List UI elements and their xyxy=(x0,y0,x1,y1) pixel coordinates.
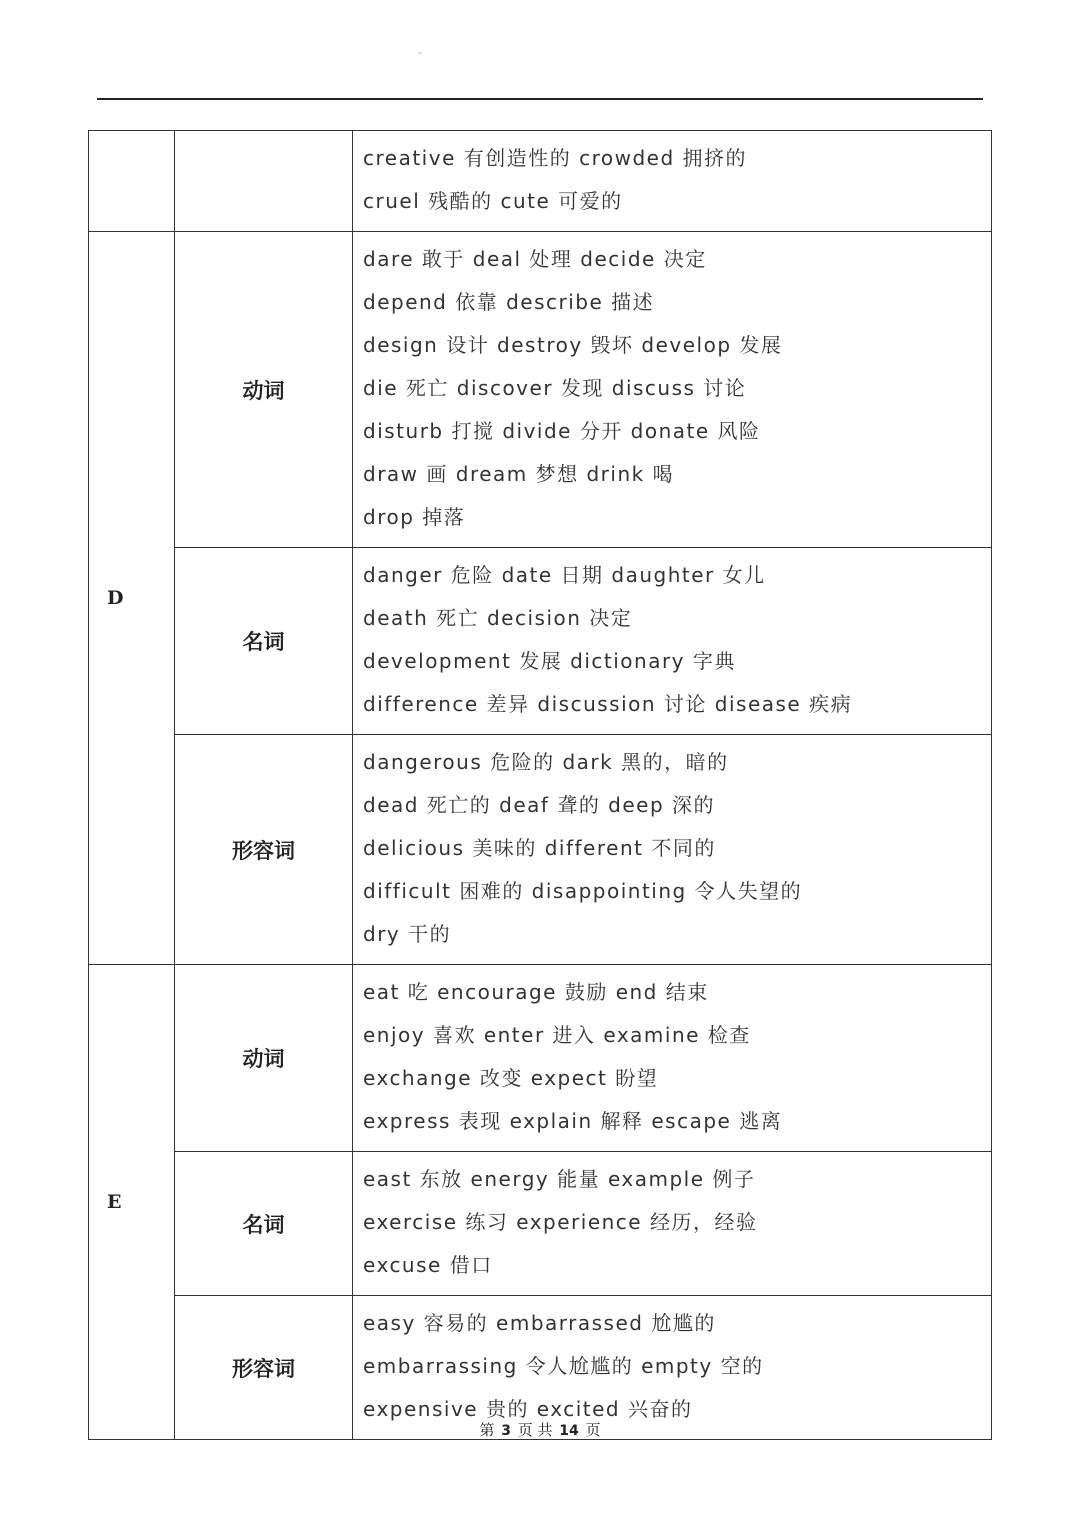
word-line: easy 容易的 embarrassed 尬尴的 xyxy=(363,1311,716,1335)
word-line: embarrassing 令人尬尴的 empty 空的 xyxy=(363,1354,764,1378)
word-line: east 东放 energy 能量 example 例子 xyxy=(363,1167,756,1191)
table-row xyxy=(89,1296,992,1440)
letter-cell: D xyxy=(89,232,175,965)
pos-cell: 形容词 xyxy=(175,1296,353,1440)
header-rule xyxy=(97,98,983,100)
pos-cell: 名词 xyxy=(175,548,353,735)
word-line: drop 掉落 xyxy=(363,505,466,529)
word-line: enjoy 喜欢 enter 进入 examine 检查 xyxy=(363,1023,751,1047)
table-row xyxy=(89,131,992,232)
pos-cell xyxy=(175,131,353,232)
word-line: disturb 打搅 divide 分开 donate 风险 xyxy=(363,419,761,443)
table-row xyxy=(89,965,992,1152)
word-line: exchange 改变 expect 盼望 xyxy=(363,1066,659,1090)
word-line: difference 差异 discussion 讨论 disease 疾病 xyxy=(363,692,853,716)
word-line: excuse 借口 xyxy=(363,1253,493,1277)
word-line: dangerous 危险的 dark 黑的，暗的 xyxy=(363,750,729,774)
word-line: design 设计 destroy 毁坏 develop 发展 xyxy=(363,333,783,357)
table-row xyxy=(89,232,992,548)
letter-cell: E xyxy=(89,965,175,1440)
word-line: expensive 贵的 excited 兴奋的 xyxy=(363,1397,693,1421)
words-cell xyxy=(353,1296,992,1440)
pos-cell: 动词 xyxy=(175,965,353,1152)
words-cell xyxy=(353,548,992,735)
word-line: dry 干的 xyxy=(363,922,452,946)
word-line: express 表现 explain 解释 escape 逃离 xyxy=(363,1109,783,1133)
page-total: 14 xyxy=(559,1423,579,1439)
pos-cell: 形容词 xyxy=(175,735,353,965)
word-line: eat 吃 encourage 鼓励 end 结束 xyxy=(363,980,709,1004)
word-line: difficult 困难的 disappointing 令人失望的 xyxy=(363,879,803,903)
pos-cell: 动词 xyxy=(175,232,353,548)
words-cell xyxy=(353,232,992,548)
footer-suffix: 页 xyxy=(585,1421,601,1439)
words-cell xyxy=(353,1152,992,1296)
table-row xyxy=(89,548,992,735)
word-line: cruel 残酷的 cute 可爱的 xyxy=(363,189,623,213)
word-line: dare 敢于 deal 处理 decide 决定 xyxy=(363,247,707,271)
page-number: 3 xyxy=(501,1423,511,1439)
table-row xyxy=(89,1152,992,1296)
words-cell xyxy=(353,965,992,1152)
word-line: depend 依靠 describe 描述 xyxy=(363,290,655,314)
word-line: draw 画 dream 梦想 drink 喝 xyxy=(363,462,675,486)
word-line: development 发展 dictionary 字典 xyxy=(363,649,736,673)
words-cell xyxy=(353,131,992,232)
footer-mid: 页 共 xyxy=(517,1421,553,1439)
word-line: creative 有创造性的 crowded 拥挤的 xyxy=(363,146,748,170)
word-line: die 死亡 discover 发现 discuss 讨论 xyxy=(363,376,747,400)
word-line: danger 危险 date 日期 daughter 女儿 xyxy=(363,563,766,587)
word-line: delicious 美味的 different 不同的 xyxy=(363,836,716,860)
letter-cell xyxy=(89,131,175,232)
words-cell xyxy=(353,735,992,965)
footer-prefix: 第 xyxy=(479,1421,495,1439)
vocabulary-table xyxy=(88,130,992,1440)
page-footer xyxy=(0,1419,1080,1440)
pos-cell: 名词 xyxy=(175,1152,353,1296)
word-line: exercise 练习 experience 经历，经验 xyxy=(363,1210,758,1234)
word-line: death 死亡 decision 决定 xyxy=(363,606,633,630)
header-mark: - xyxy=(418,48,422,59)
word-line: dead 死亡的 deaf 聋的 deep 深的 xyxy=(363,793,716,817)
table-row xyxy=(89,735,992,965)
